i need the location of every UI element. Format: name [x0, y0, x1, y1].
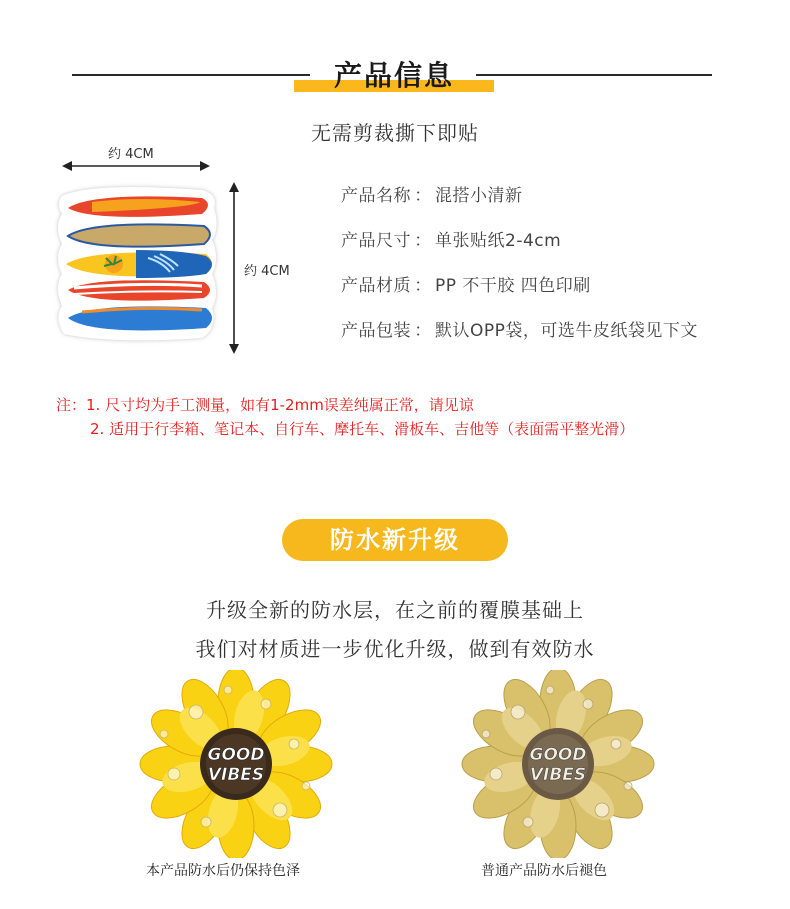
info-value: 单张贴纸2-4cm: [435, 231, 562, 251]
info-row-material: [341, 271, 698, 316]
sticker-text-good: GOOD: [529, 745, 587, 765]
section-title-waterproof: 防水新升级: [330, 526, 460, 554]
surfboard-sticker-image: [52, 178, 222, 346]
info-separator: ：: [414, 276, 432, 296]
info-value: 混搭小清新: [435, 186, 523, 206]
waterproof-desc-line-1: 升级全新的防水层，在之前的覆膜基础上: [206, 598, 584, 622]
caption-faded: 普通产品防水后褪色: [481, 863, 607, 879]
caption-bright: 本产品防水后仍保持色泽: [146, 863, 300, 879]
sticker-text-vibes: VIBES: [207, 765, 265, 785]
sticker-text-good: GOOD: [207, 745, 265, 765]
info-row-name: [341, 181, 698, 226]
info-row-packaging: [341, 316, 698, 361]
info-key: 产品尺寸: [341, 231, 411, 251]
sticker-text-vibes: VIBES: [529, 765, 587, 785]
info-separator: ：: [414, 186, 432, 206]
note-line-2: 2. 适用于行李箱、笔记本、自行车、摩托车、滑板车、吉他等（表面需平整光滑）: [90, 420, 635, 438]
subtitle: 无需剪裁撕下即贴: [311, 121, 479, 145]
waterproof-desc-line-2: 我们对材质进一步优化升级，做到有效防水: [195, 637, 595, 661]
info-row-size: [341, 226, 698, 271]
sunflower-sticker-faded-image: [460, 670, 656, 858]
info-key: 产品材质: [341, 276, 411, 296]
info-separator: ：: [414, 321, 432, 341]
info-separator: ：: [414, 231, 432, 251]
info-value: PP 不干胶 四色印刷: [435, 276, 591, 296]
sunflower-sticker-bright-image: [138, 670, 334, 858]
product-info-list: [341, 181, 698, 361]
width-label: 约 4CM: [108, 147, 154, 162]
info-key: 产品包装: [341, 321, 411, 341]
section-title-product-info: 产品信息: [333, 59, 454, 92]
info-key: 产品名称: [341, 186, 411, 206]
note-line-1: 注：1. 尺寸均为手工测量，如有1-2mm误差纯属正常，请见谅: [56, 396, 474, 414]
info-value: 默认OPP袋，可选牛皮纸袋见下文: [435, 321, 698, 341]
height-label: 约 4CM: [244, 264, 290, 279]
